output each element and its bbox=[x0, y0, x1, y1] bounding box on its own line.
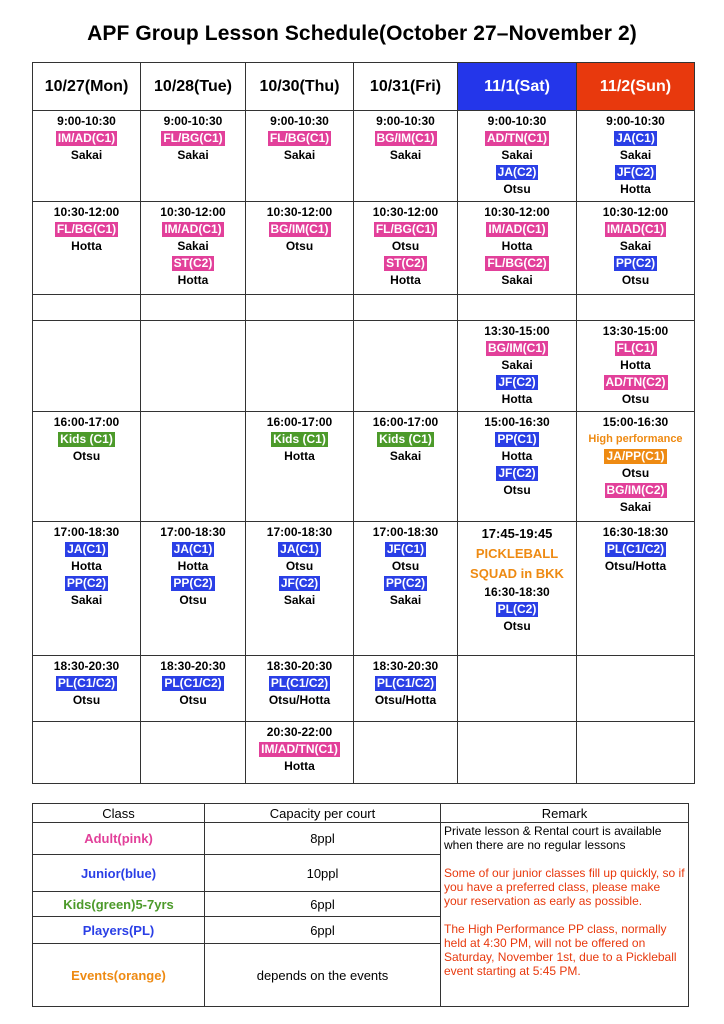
lesson-cell bbox=[141, 111, 246, 202]
lesson-time: 9:00-10:30 bbox=[487, 114, 547, 128]
lesson-cell bbox=[246, 656, 354, 722]
coach-name: Otsu bbox=[503, 619, 531, 633]
table-row bbox=[33, 111, 695, 202]
table-row bbox=[33, 722, 695, 784]
coach-name: Sakai bbox=[389, 148, 422, 162]
class-tag: FL/BG(C1) bbox=[56, 222, 117, 236]
lesson-cell bbox=[577, 412, 695, 522]
lesson-cell bbox=[33, 656, 141, 722]
event-time: 17:45-19:45 bbox=[481, 526, 553, 541]
lesson-cell bbox=[458, 522, 577, 656]
day-header-mon: 10/27(Mon) bbox=[33, 63, 141, 111]
legend-table bbox=[32, 803, 689, 1007]
class-tag: BG/IM(C1) bbox=[270, 222, 329, 236]
lesson-time: 10:30-12:00 bbox=[266, 205, 333, 219]
table-row bbox=[33, 656, 695, 722]
coach-name: Otsu bbox=[391, 559, 420, 573]
class-tag: JF(C2) bbox=[616, 165, 655, 179]
class-tag: JA(C1) bbox=[173, 542, 213, 556]
lesson-cell bbox=[577, 111, 695, 202]
remark-text: Some of our junior classes fill up quickly, so if you have a preferred class, please make your reservation as early as possible. bbox=[444, 866, 685, 908]
legend-header-capacity: Capacity per court bbox=[205, 804, 441, 823]
table-row bbox=[33, 321, 695, 412]
class-tag: Kids (C1) bbox=[60, 432, 113, 446]
lesson-time: 17:00-18:30 bbox=[53, 525, 120, 539]
lesson-cell bbox=[354, 202, 458, 295]
day-header-row bbox=[33, 63, 695, 111]
legend-capacity: depends on the events bbox=[205, 944, 441, 1007]
coach-name: Otsu bbox=[621, 273, 650, 287]
class-tag: FL/BG(C2) bbox=[487, 256, 547, 270]
lesson-time: 18:30-20:30 bbox=[160, 659, 226, 673]
legend-class-events: Events(orange) bbox=[33, 944, 205, 1007]
schedule-table bbox=[32, 62, 695, 784]
class-tag: BG/IM(C1) bbox=[488, 341, 546, 355]
class-tag: BG/IM(C1) bbox=[376, 131, 435, 145]
class-tag: PL(C1/C2) bbox=[164, 676, 222, 690]
coach-name: Otsu bbox=[179, 693, 207, 707]
legend-capacity: 8ppl bbox=[205, 823, 441, 855]
page-title: APF Group Lesson Schedule(October 27–November 2) bbox=[87, 22, 637, 45]
coach-name: Sakai bbox=[619, 239, 652, 253]
coach-name: Otsu bbox=[391, 239, 420, 253]
lesson-cell bbox=[246, 412, 354, 522]
day-header-sun: 11/2(Sun) bbox=[577, 63, 695, 111]
coach-name: Hotta bbox=[71, 239, 102, 253]
lesson-time: 17:00-18:30 bbox=[372, 525, 439, 539]
coach-name: Hotta bbox=[177, 559, 209, 573]
lesson-cell bbox=[33, 412, 141, 522]
lesson-time: 16:30-18:30 bbox=[602, 525, 669, 539]
lesson-cell bbox=[246, 522, 354, 656]
class-tag: JA(C1) bbox=[616, 131, 655, 145]
lesson-cell bbox=[354, 656, 458, 722]
class-tag: FL/BG(C1) bbox=[163, 131, 223, 145]
coach-name: Otsu bbox=[179, 593, 207, 607]
class-tag: PL(C2) bbox=[497, 602, 537, 616]
lesson-cell bbox=[246, 111, 354, 202]
class-tag: PP(C2) bbox=[66, 576, 107, 590]
coach-name: Hotta bbox=[284, 759, 315, 773]
lesson-cell bbox=[33, 202, 141, 295]
class-tag: PP(C1) bbox=[497, 432, 537, 446]
lesson-cell bbox=[577, 321, 695, 412]
class-tag: JA(C2) bbox=[497, 165, 537, 179]
coach-name: Hotta bbox=[390, 273, 421, 287]
legend-class-players: Players(PL) bbox=[33, 917, 205, 944]
class-tag: IM/AD(C1) bbox=[488, 222, 546, 236]
lesson-time: 16:00-17:00 bbox=[372, 415, 439, 429]
class-tag: PP(C2) bbox=[173, 576, 213, 590]
legend-capacity: 6ppl bbox=[205, 917, 441, 944]
legend-header-class: Class bbox=[33, 804, 205, 823]
class-tag: JF(C2) bbox=[498, 466, 536, 480]
class-tag: AD/TN(C1) bbox=[487, 131, 547, 145]
class-tag: FL(C1) bbox=[616, 341, 655, 355]
lesson-cell bbox=[246, 202, 354, 295]
class-tag: ST(C2) bbox=[173, 256, 213, 270]
coach-name: Sakai bbox=[70, 593, 103, 607]
coach-name: Hotta bbox=[501, 449, 533, 463]
coach-name: Hotta bbox=[71, 559, 102, 573]
legend-class-kids: Kids(green)5-7yrs bbox=[33, 892, 205, 917]
lesson-time: 9:00-10:30 bbox=[376, 114, 435, 128]
coach-name: Sakai bbox=[283, 148, 316, 162]
coach-name: Hotta bbox=[501, 239, 533, 253]
class-tag: FL/BG(C1) bbox=[375, 222, 436, 236]
coach-name: Sakai bbox=[70, 148, 103, 162]
lesson-time: 17:00-18:30 bbox=[266, 525, 333, 539]
class-tag: IM/AD(C1) bbox=[57, 131, 116, 145]
class-tag: PL(C1/C2) bbox=[57, 676, 116, 690]
coach-name: Hotta bbox=[620, 358, 651, 372]
day-header-fri: 10/31(Fri) bbox=[354, 63, 458, 111]
legend-capacity: 6ppl bbox=[205, 892, 441, 917]
lesson-cell bbox=[33, 522, 141, 656]
class-tag: IM/AD/TN(C1) bbox=[261, 742, 338, 756]
day-header-tue: 10/28(Tue) bbox=[141, 63, 246, 111]
coach-name: Otsu/Hotta bbox=[268, 693, 331, 707]
high-performance-label: High performance bbox=[588, 433, 683, 445]
lesson-cell bbox=[354, 522, 458, 656]
lesson-time: 16:30-18:30 bbox=[484, 585, 550, 599]
class-tag: FL/BG(C1) bbox=[269, 131, 330, 145]
coach-name: Hotta bbox=[620, 182, 651, 196]
class-tag: PP(C2) bbox=[615, 256, 656, 270]
coach-name: Sakai bbox=[177, 148, 209, 162]
lesson-cell bbox=[141, 522, 246, 656]
coach-name: Otsu bbox=[72, 693, 101, 707]
coach-name: Otsu/Hotta bbox=[374, 693, 437, 707]
coach-name: Sakai bbox=[177, 239, 209, 253]
coach-name: Otsu bbox=[503, 182, 531, 196]
coach-name: Otsu bbox=[285, 239, 314, 253]
table-row bbox=[33, 412, 695, 522]
coach-name: Otsu bbox=[621, 466, 650, 480]
lesson-time: 15:00-16:30 bbox=[602, 415, 669, 429]
lesson-time: 9:00-10:30 bbox=[606, 114, 665, 128]
table-row-empty bbox=[33, 295, 695, 321]
legend-class-junior: Junior(blue) bbox=[33, 855, 205, 892]
table-row bbox=[33, 522, 695, 656]
lesson-time: 20:30-22:00 bbox=[266, 725, 333, 739]
coach-name: Sakai bbox=[501, 273, 533, 287]
coach-name: Otsu bbox=[72, 449, 101, 463]
lesson-time: 9:00-10:30 bbox=[57, 114, 116, 128]
coach-name: Sakai bbox=[283, 593, 316, 607]
lesson-time: 18:30-20:30 bbox=[53, 659, 120, 673]
coach-name: Sakai bbox=[619, 500, 652, 514]
coach-name: Sakai bbox=[389, 449, 422, 463]
lesson-time: 13:30-15:00 bbox=[602, 324, 669, 338]
lesson-cell bbox=[141, 656, 246, 722]
lesson-time: 10:30-12:00 bbox=[53, 205, 120, 219]
remark-text: The High Performance PP class, normally held at 4:30 PM, will not be offered on Saturday, November 1st, due to a Pickleball event starting at 5:45 PM. bbox=[444, 922, 677, 978]
event-title: PICKLEBALL bbox=[475, 546, 559, 561]
lesson-time: 16:00-17:00 bbox=[266, 415, 333, 429]
class-tag: PL(C1/C2) bbox=[606, 542, 665, 556]
lesson-time: 18:30-20:30 bbox=[266, 659, 333, 673]
lesson-time: 10:30-12:00 bbox=[372, 205, 439, 219]
class-tag: Kids (C1) bbox=[273, 432, 326, 446]
class-tag: BG/IM(C2) bbox=[606, 483, 665, 497]
class-tag: JA(C1) bbox=[280, 542, 319, 556]
lesson-cell bbox=[141, 202, 246, 295]
class-tag: IM/AD(C1) bbox=[164, 222, 222, 236]
lesson-time: 15:00-16:30 bbox=[484, 415, 550, 429]
coach-name: Otsu/Hotta bbox=[604, 559, 667, 573]
coach-name: Otsu bbox=[621, 392, 650, 406]
legend-remarks bbox=[441, 823, 689, 1007]
coach-name: Sakai bbox=[619, 148, 652, 162]
coach-name: Otsu bbox=[285, 559, 314, 573]
lesson-time: 13:30-15:00 bbox=[484, 324, 550, 338]
lesson-cell bbox=[458, 321, 577, 412]
legend-row bbox=[33, 823, 689, 855]
class-tag: JF(C1) bbox=[386, 542, 425, 556]
class-tag: JF(C2) bbox=[280, 576, 319, 590]
lesson-time: 10:30-12:00 bbox=[602, 205, 669, 219]
lesson-time: 10:30-12:00 bbox=[160, 205, 226, 219]
day-header-thu: 10/30(Thu) bbox=[246, 63, 354, 111]
day-header-sat: 11/1(Sat) bbox=[458, 63, 577, 111]
coach-name: Otsu bbox=[503, 483, 531, 497]
legend-capacity: 10ppl bbox=[205, 855, 441, 892]
class-tag: JA(C1) bbox=[67, 542, 106, 556]
legend-class-adult: Adult(pink) bbox=[33, 823, 205, 855]
class-tag: PL(C1/C2) bbox=[270, 676, 329, 690]
class-tag: IM/AD(C1) bbox=[606, 222, 665, 236]
event-subtitle: SQUAD in BKK bbox=[470, 566, 564, 581]
lesson-cell bbox=[577, 202, 695, 295]
class-tag: JA/PP(C1) bbox=[606, 449, 665, 463]
lesson-cell bbox=[33, 111, 141, 202]
lesson-cell bbox=[354, 111, 458, 202]
lesson-time: 9:00-10:30 bbox=[163, 114, 223, 128]
lesson-time: 16:00-17:00 bbox=[53, 415, 120, 429]
lesson-time: 9:00-10:30 bbox=[270, 114, 329, 128]
class-tag: PL(C1/C2) bbox=[376, 676, 435, 690]
coach-name: Sakai bbox=[389, 593, 422, 607]
lesson-cell bbox=[458, 412, 577, 522]
lesson-cell bbox=[458, 111, 577, 202]
coach-name: Hotta bbox=[501, 392, 533, 406]
lesson-time: 18:30-20:30 bbox=[372, 659, 439, 673]
lesson-cell bbox=[577, 522, 695, 656]
class-tag: Kids (C1) bbox=[379, 432, 432, 446]
class-tag: ST(C2) bbox=[386, 256, 425, 270]
legend-header-row bbox=[33, 804, 689, 823]
class-tag: JF(C2) bbox=[498, 375, 536, 389]
class-tag: AD/TN(C2) bbox=[605, 375, 666, 389]
coach-name: Sakai bbox=[501, 358, 533, 372]
lesson-cell bbox=[354, 412, 458, 522]
legend-header-remark: Remark bbox=[441, 804, 689, 823]
coach-name: Hotta bbox=[177, 273, 209, 287]
coach-name: Sakai bbox=[501, 148, 533, 162]
lesson-time: 17:00-18:30 bbox=[160, 525, 226, 539]
table-row bbox=[33, 202, 695, 295]
lesson-time: 10:30-12:00 bbox=[484, 205, 550, 219]
remark-text: Private lesson & Rental court is available when there are no regular lessons bbox=[444, 824, 662, 852]
class-tag: PP(C2) bbox=[385, 576, 426, 590]
lesson-cell bbox=[458, 202, 577, 295]
lesson-cell bbox=[246, 722, 354, 784]
coach-name: Hotta bbox=[284, 449, 315, 463]
